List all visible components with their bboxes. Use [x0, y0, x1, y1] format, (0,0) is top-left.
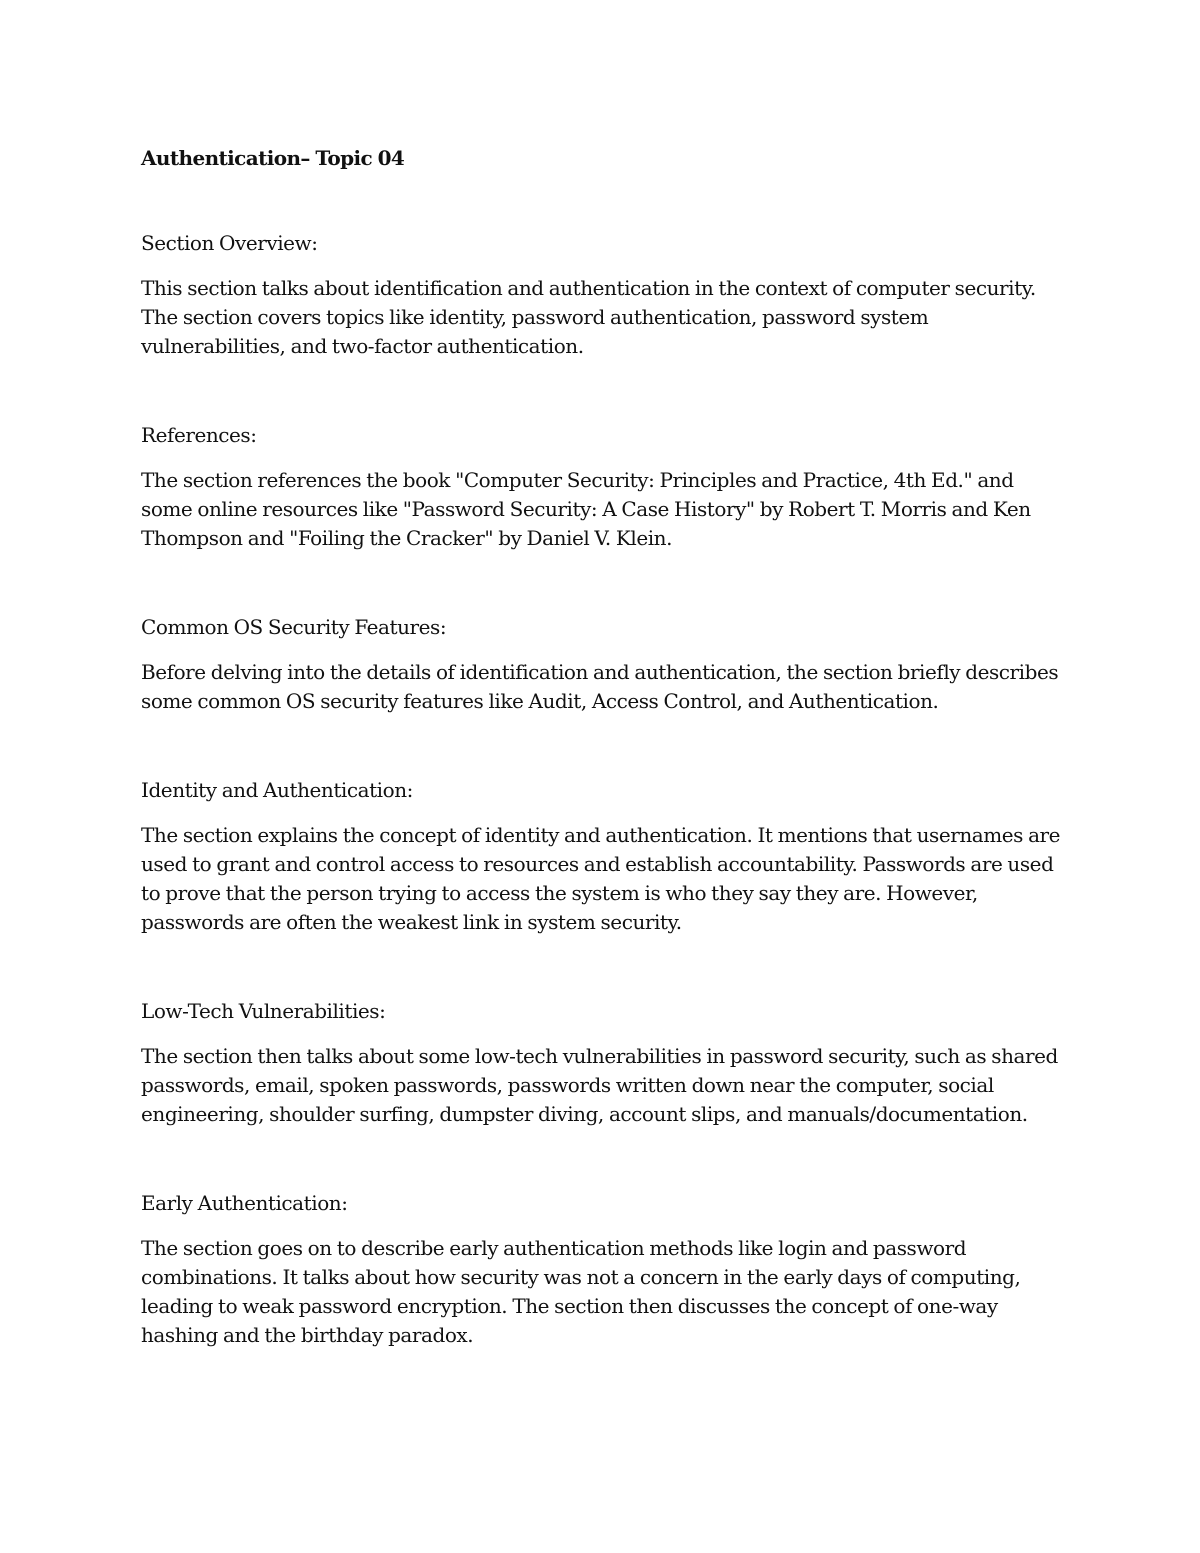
section-heading: References: [141, 423, 257, 447]
section-heading: Section Overview: [141, 231, 318, 255]
section-body: The section then talks about some low-tech vulnerabilities in password security, such as shared passwords, email, spoken passwords, passwords written down near the computer, social engineering, shoulder surfing, dumpster diving, account slips, and manuals/documentation. [141, 1044, 1058, 1126]
section-overview [141, 229, 1066, 361]
section-references [141, 421, 1066, 553]
section-body: This section talks about identification and authentication in the context of computer security. The section covers topics like identity, password authentication, password system vulnerabilities, and two-factor authentication. [141, 276, 1036, 358]
section-body: The section goes on to describe early authentication methods like login and password combinations. It talks about how security was not a concern in the early days of computing, leading to weak password encryption. The section then discusses the concept of one-way hashing and the birthday paradox. [141, 1236, 1021, 1347]
section-body: Before delving into the details of identification and authentication, the section briefly describes some common OS security features like Audit, Access Control, and Authentication. [141, 660, 1059, 713]
section-identity-and-authentication [141, 776, 1066, 937]
section-body: The section explains the concept of identity and authentication. It mentions that usernames are used to grant and control access to resources and establish accountability. Passwords are used to prove that the person trying to access the system is who they say they are. However, passwords are often the weakest link in system security. [141, 823, 1061, 934]
section-heading: Common OS Security Features: [141, 615, 447, 639]
section-heading: Identity and Authentication: [141, 778, 413, 802]
section-body: The section references the book "Computer Security: Principles and Practice, 4th Ed." and some online resources like "Password Security: A Case History" by Robert T. Morris and Ken Thompson and "Foiling the Cracker" by Daniel V. Klein. [141, 468, 1031, 550]
document-title: Authentication– Topic 04 [141, 146, 405, 170]
section-common-os-security-features [141, 613, 1066, 716]
section-early-authentication [141, 1189, 1066, 1350]
section-heading: Early Authentication: [141, 1191, 348, 1215]
document-content [141, 145, 1066, 1410]
section-heading: Low-Tech Vulnerabilities: [141, 999, 386, 1023]
section-low-tech-vulnerabilities [141, 997, 1066, 1129]
